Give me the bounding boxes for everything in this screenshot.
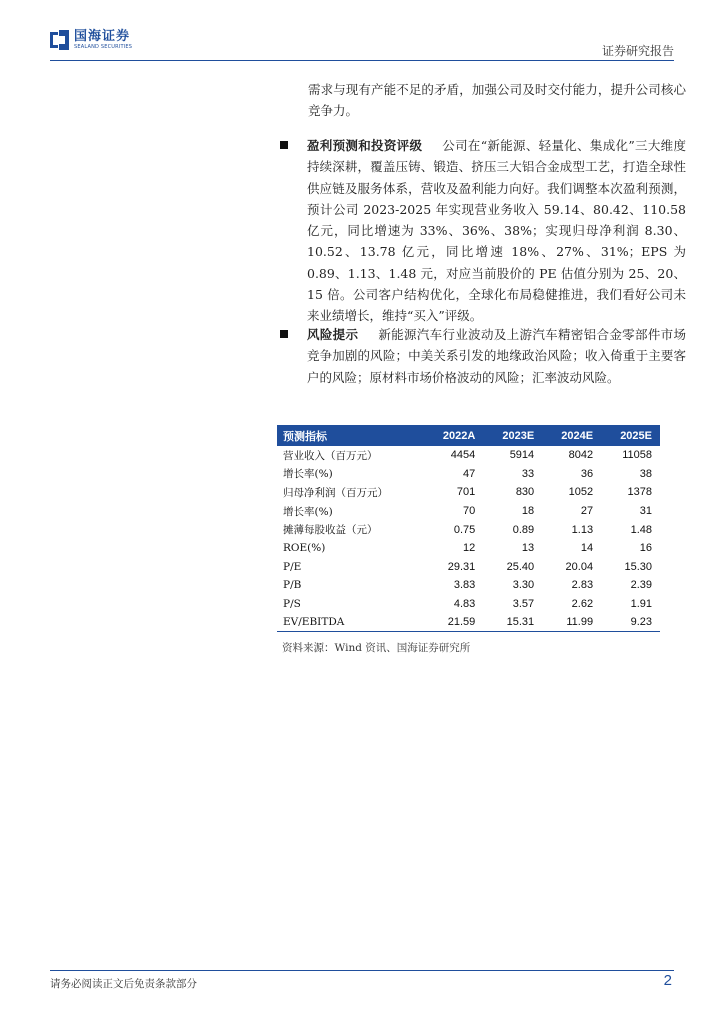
table-cell: 2.83 [571,579,594,592]
table-cell: 归母净利润（百万元） [283,486,388,499]
table-row [277,446,660,465]
table-row [277,576,660,595]
table-header-cell: 2023E [483,425,542,446]
footer-disclaimer: 请务必阅读正文后免责条款部分 [50,978,197,990]
table-header-cell: 2022A [424,425,484,446]
report-type-title: 证券研究报告 [601,44,674,58]
table-cell: 2.39 [630,579,652,592]
page-header [50,30,674,62]
table-cell: P/E [283,560,302,573]
table-cell: 47 [463,467,476,480]
table-row [277,613,660,632]
table-row [277,558,660,577]
table-cell: 4454 [450,449,476,462]
table-row [277,465,660,484]
table-row [277,520,660,539]
bullet-square-icon [280,141,288,149]
table-cell: 25.40 [506,560,535,573]
table-header-cell: 预测指标 [277,425,424,446]
header-divider [50,60,674,61]
forecast-section-title: 盈利预测和投资评级 [307,138,423,153]
table-cell: 830 [515,486,535,499]
table-cell: 3.83 [453,579,476,592]
table-cell: 1.91 [630,598,652,611]
table-cell: 15.30 [624,560,652,573]
forecast-section [282,135,686,327]
risk-section [282,324,686,388]
company-logo [50,30,132,50]
intro-paragraph [308,79,686,122]
table-cell: 27 [580,505,594,518]
table-cell: 13 [521,542,535,555]
table-cell: 3.57 [512,598,535,611]
table-cell: 18 [521,505,535,518]
table-cell: 0.89 [512,523,535,536]
table-cell: 0.75 [453,523,476,536]
table-cell: 1.13 [571,523,594,536]
table-cell: 1378 [627,486,652,499]
table-cell: 70 [463,505,476,518]
logo-en-text: SEALAND SECURITIES [74,44,133,50]
table-cell: 36 [580,467,594,480]
table-cell: 3.30 [512,579,535,592]
table-cell: 12 [463,542,476,555]
table-cell: 8042 [568,449,594,462]
table-cell: 4.83 [453,598,476,611]
table-cell: 增长率(%) [283,468,333,481]
logo-cn-text: 国海证券 [74,29,131,44]
table-cell: 38 [639,467,652,480]
table-cell: 11.99 [542,613,601,632]
table-header-cell: 2025E [601,425,660,446]
table-cell: 增长率(%) [283,505,333,518]
table-cell: 21.59 [424,613,484,632]
table-row [277,483,660,502]
table-cell: P/S [283,598,301,611]
footer-divider [50,970,674,971]
table-cell: 2.62 [571,598,594,611]
forecast-table [277,425,660,632]
table-cell: 16 [639,542,652,555]
risk-section-title: 风险提示 [307,327,359,342]
table-cell: 11058 [622,449,652,462]
table-cell: 20.04 [565,560,594,573]
table-cell: 摊薄每股收益（元） [283,524,378,537]
table-cell: 31 [639,505,652,518]
forecast-section-text: 公司在“新能源、轻量化、集成化”三大维度持续深耕，覆盖压铸、锻造、挤压三大铝合金成型工艺，打造全球性供应链及服务体系，营收及盈利能力向好。我们调整本次盈利预测，预计公司 2023-2025 年实现营业务收入 59.14、80.42、110.58 亿元，同比增速为 33%、36%、38%；实现归母净利润 8.30、10.52、13.78 亿元，同比增速 18%、27%、31%；EPS 为 0.89、1.13、1.48 元，对应当前股价的 PE 估值分别为 25、20、15 倍。公司客户结构优化，全球化布局稳健推进，我们看好公司未来业绩增长，维持“买入”评级。 [307,138,686,324]
bullet-square-icon [280,330,288,338]
table-source-note: 资料来源：Wind 资讯、国海证券研究所 [282,642,471,654]
table-cell: 33 [521,467,535,480]
logo-mark-icon [50,30,70,50]
page-number: 2 [663,972,672,989]
table-row [277,539,660,558]
table-cell: 营业收入（百万元） [283,449,378,462]
risk-section-text: 新能源汽车行业波动及上游汽车精密铝合金零部件市场竞争加剧的风险；中美关系引发的地缘政治风险；收入倚重于主要客户的风险；原材料市场价格波动的风险；汇率波动风险。 [307,327,686,385]
table-header-row [277,425,660,446]
table-cell: P/B [283,579,302,592]
table-cell: 14 [580,542,594,555]
table-cell: 9.23 [601,613,660,632]
table-cell: 1.48 [630,523,652,536]
table-cell: 15.31 [483,613,542,632]
table-row [277,502,660,521]
table-cell: 701 [456,486,476,499]
table-row [277,595,660,614]
table-cell: 29.31 [447,560,476,573]
table-cell: 5914 [509,449,535,462]
table-cell: 1052 [568,486,594,499]
intro-text: 需求与现有产能不足的矛盾，加强公司及时交付能力，提升公司核心竞争力。 [308,82,686,119]
table-cell: EV/EBITDA [277,613,424,632]
table-header-cell: 2024E [542,425,601,446]
table-cell: ROE(%) [283,542,326,555]
